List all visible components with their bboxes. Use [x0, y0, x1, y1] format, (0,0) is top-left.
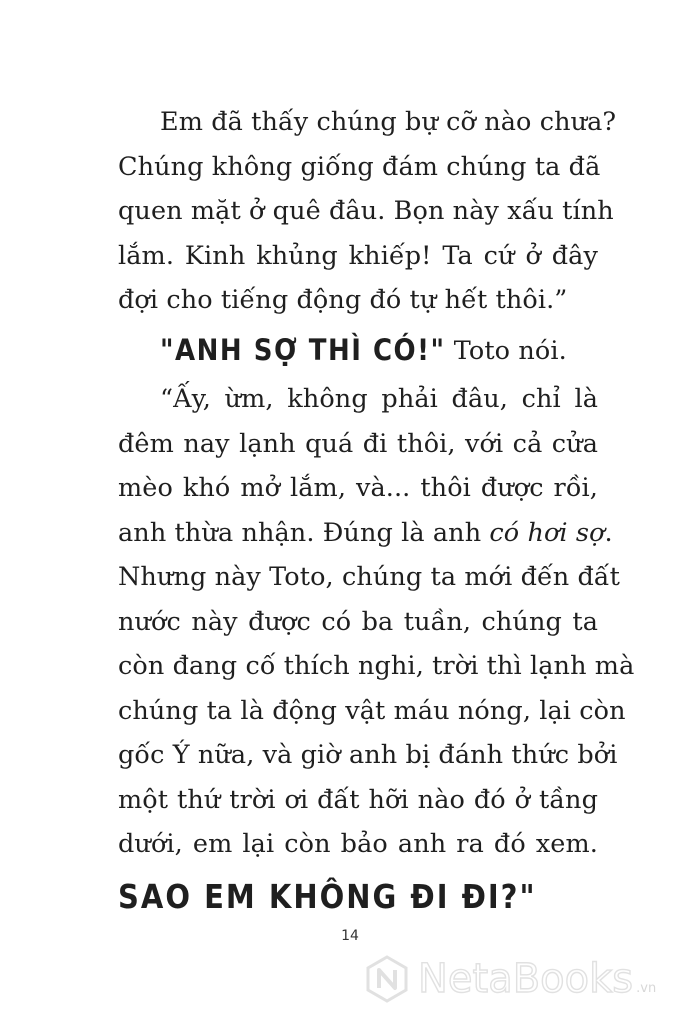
text-line: Chúng không giống đám chúng ta đã [118, 151, 601, 182]
text-line: dưới, em lại còn bảo anh ra đó xem. [118, 829, 598, 859]
text-line: đợi cho tiếng động đó tự hết thôi.” [118, 285, 568, 315]
watermark [362, 944, 656, 1014]
italic-line-before: anh thừa nhận. Đúng là anh [118, 517, 490, 548]
text-line-italic [118, 511, 613, 556]
shout-text: SAO EM KHÔNG ĐI ĐI?" [118, 877, 537, 916]
text-line: đêm nay lạnh quá đi thôi, với cả cửa [118, 428, 598, 459]
text-line: chúng ta là động vật máu nóng, lại còn [118, 695, 626, 726]
text-line: còn đang cố thích nghi, trời thì lạnh mà [118, 651, 635, 681]
body-text [118, 100, 635, 919]
page-number: 14 [341, 928, 359, 944]
text-line: “Ấy, ừm, không phải đâu, chỉ là [160, 384, 598, 414]
text-line: Em đã thấy chúng bự cỡ nào chưa? [160, 107, 617, 137]
text-line: quen mặt ở quê đâu. Bọn này xấu tính [118, 196, 614, 226]
italic-phrase: có hơi sợ [489, 517, 605, 548]
watermark-brand: NetaBooks [418, 956, 634, 1002]
italic-line-after: . [604, 517, 613, 548]
text-line: một thứ trời ơi đất hỡi nào đó ở tầng [118, 784, 598, 815]
watermark-tld: .vn [636, 980, 657, 996]
text-line: Nhưng này Toto, chúng ta mới đến đất [118, 562, 621, 592]
shout-text: "ANH SỢ THÌ CÓ!" [160, 333, 446, 368]
shout-line-1 [118, 329, 598, 374]
shout-line-2 [118, 875, 598, 920]
text-line: lắm. Kinh khủng khiếp! Ta cứ ở đây [118, 240, 598, 271]
speaker-tag: Toto nói. [445, 335, 567, 366]
text-line: gốc Ý nữa, và giờ anh bị đánh thức bởi [118, 740, 618, 770]
text-line: nước này được có ba tuần, chúng ta [118, 606, 598, 637]
netabooks-logo-icon [362, 954, 412, 1004]
text-line: mèo khó mở lắm, và... thôi được rồi, [118, 473, 598, 503]
